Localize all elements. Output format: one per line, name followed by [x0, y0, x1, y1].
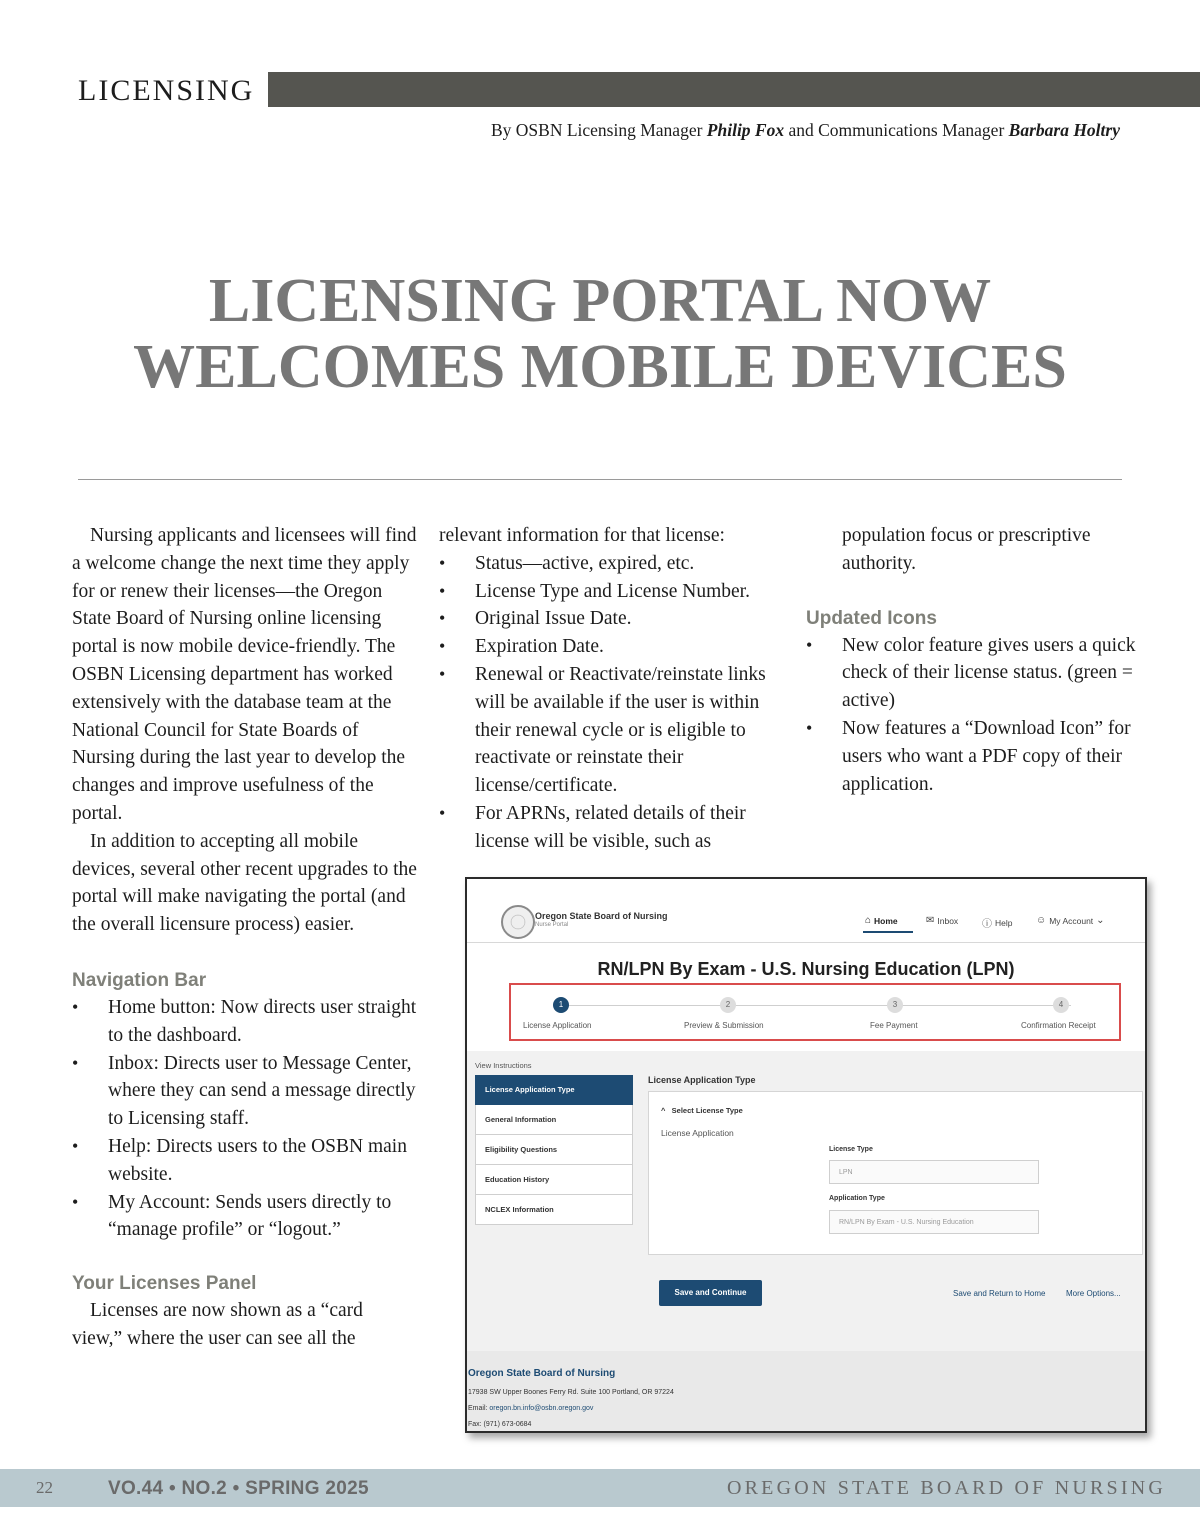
panel-title: License Application Type — [648, 1075, 756, 1085]
nav-inbox[interactable]: ✉ Inbox — [926, 915, 959, 926]
column-3-continued: population focus or prescriptive authority. — [842, 525, 1091, 574]
stepper-line — [561, 1005, 1071, 1006]
portal-footer — [467, 1351, 1145, 1433]
author-1: Philip Fox — [706, 120, 785, 140]
save-and-return-link[interactable]: Save and Return to Home — [953, 1289, 1046, 1298]
step-2-label: Preview & Submission — [684, 1021, 764, 1030]
osbn-seal-icon — [501, 905, 535, 939]
sidebar-item-education-history[interactable]: Education History — [475, 1165, 633, 1195]
step-4-label: Confirmation Receipt — [1021, 1021, 1096, 1030]
portal-header — [467, 879, 1145, 943]
license-type-field[interactable]: LPN — [829, 1160, 1039, 1184]
footer-org-name: Oregon State Board of Nursing — [468, 1368, 616, 1379]
more-options-link[interactable]: More Options... — [1066, 1289, 1121, 1298]
license-application-label: License Application — [661, 1128, 734, 1138]
section-label: LICENSING — [78, 74, 255, 107]
column-2 — [439, 522, 784, 856]
list-item: • Expiration Date. — [439, 633, 784, 661]
sidebar-item-nclex-information[interactable]: NCLEX Information — [475, 1195, 633, 1225]
byline-mid: and Communications Manager — [784, 120, 1009, 140]
application-title: RN/LPN By Exam - U.S. Nursing Education (LPN) — [597, 959, 1015, 979]
license-type-panel — [648, 1091, 1143, 1255]
headline-line-2: WELCOMES MOBILE DEVICES — [133, 333, 1067, 401]
license-info-list — [439, 550, 784, 856]
help-icon: ⓘ — [982, 919, 992, 930]
inbox-icon: ✉ — [926, 915, 935, 926]
portal-org-name: Oregon State Board of Nursing — [535, 911, 668, 921]
form-sidebar — [475, 1075, 633, 1225]
updated-icons-heading: Updated Icons — [806, 607, 937, 629]
list-item: • Home button: Now directs user straight to the dashboard. — [72, 994, 417, 1050]
paragraph-3: Licenses are now shown as a “card view,” where the user can see all the — [72, 1300, 363, 1349]
progress-stepper — [509, 983, 1121, 1041]
list-item: • My Account: Sends users directly to “manage profile” or “logout.” — [72, 1189, 417, 1245]
list-item: • Status—active, expired, etc. — [439, 550, 784, 578]
chevron-up-icon: ^ — [661, 1106, 666, 1115]
license-type-label: License Type — [829, 1146, 873, 1153]
list-item: • License Type and License Number. — [439, 578, 784, 606]
issue-info: VO.44 • NO.2 • SPRING 2025 — [108, 1478, 369, 1499]
email-link[interactable]: oregon.bn.info@osbn.oregon.gov — [489, 1405, 594, 1412]
list-item: • Inbox: Directs user to Message Center, where they can send a message directly to Licensing staff. — [72, 1050, 417, 1133]
step-2: 2 — [720, 997, 736, 1013]
author-2: Barbara Holtry — [1008, 120, 1120, 140]
nav-bar-list — [72, 994, 417, 1244]
byline — [491, 120, 1120, 141]
nav-my-account[interactable]: ☺ My Account ⌄ — [1036, 915, 1105, 926]
nav-active-indicator — [863, 931, 913, 933]
list-item: • Original Issue Date. — [439, 605, 784, 633]
step-3: 3 — [887, 997, 903, 1013]
column-3 — [806, 522, 1136, 798]
list-item: • Help: Directs users to the OSBN main website. — [72, 1133, 417, 1189]
portal-org-subtitle: Nurse Portal — [535, 922, 569, 928]
list-item: • New color feature gives users a quick check of their license status. (green = active) — [806, 632, 1136, 715]
step-1: 1 — [553, 997, 569, 1013]
updated-icons-list — [806, 632, 1136, 799]
paragraph-1: Nursing applicants and licensees will find a welcome change the next time they apply for or renew their licenses—the Oregon State Board of Nursing online licensing portal is now mobile device-friendly. The OSBN Licensing department has worked extensively with the database team at the National Council for State Boards of Nursing during the last year to develop the changes and improve usefulness of the portal. — [72, 525, 417, 824]
sidebar-item-license-application-type[interactable]: License Application Type — [475, 1075, 633, 1105]
licenses-panel-heading: Your Licenses Panel — [72, 1273, 257, 1295]
application-type-field[interactable]: RN/LPN By Exam - U.S. Nursing Education — [829, 1210, 1039, 1234]
list-item: • Now features a “Download Icon” for users who want a PDF copy of their application. — [806, 715, 1136, 798]
save-and-continue-button[interactable]: Save and Continue — [659, 1280, 762, 1306]
footer-email: Email: oregon.bn.info@osbn.oregon.gov — [468, 1405, 594, 1412]
nav-help[interactable]: ⓘ Help — [982, 915, 1012, 930]
list-item: • For APRNs, related details of their license will be visible, such as — [439, 800, 784, 856]
portal-screenshot — [465, 877, 1147, 1433]
view-instructions-link[interactable]: View Instructions — [475, 1061, 532, 1070]
sidebar-item-eligibility-questions[interactable]: Eligibility Questions — [475, 1135, 633, 1165]
select-license-type-toggle[interactable]: ^ Select License Type — [661, 1106, 743, 1115]
headline — [0, 268, 1200, 400]
column-1 — [72, 522, 417, 1353]
account-icon: ☺ — [1036, 915, 1047, 926]
step-1-label: License Application — [523, 1021, 592, 1030]
application-type-label: Application Type — [829, 1195, 885, 1202]
footer-address: 17938 SW Upper Boones Ferry Rd. Suite 100 Portland, OR 97224 — [468, 1389, 674, 1396]
home-icon: ⌂ — [865, 915, 872, 926]
byline-prefix: By OSBN Licensing Manager — [490, 120, 707, 140]
step-4: 4 — [1053, 997, 1069, 1013]
publication-name: OREGON STATE BOARD OF NURSING — [726, 1477, 1166, 1499]
column-2-intro: relevant information for that license: — [439, 525, 725, 546]
chevron-down-icon: ⌄ — [1096, 915, 1105, 926]
step-3-label: Fee Payment — [870, 1021, 918, 1030]
divider — [78, 479, 1122, 480]
footer-fax: Fax: (971) 673-0684 — [468, 1421, 532, 1428]
headline-line-1: LICENSING PORTAL NOW — [208, 267, 992, 335]
page-number: 22 — [36, 1478, 53, 1497]
sidebar-item-general-information[interactable]: General Information — [475, 1105, 633, 1135]
nav-bar-heading: Navigation Bar — [72, 969, 207, 991]
list-item: • Renewal or Reactivate/reinstate links will be available if the user is within their renewal cycle or is eligible to reactivate or reinstate their license/certificate. — [439, 661, 784, 800]
portal-body — [467, 1051, 1145, 1351]
nav-home[interactable]: ⌂ Home — [865, 915, 898, 926]
section-bar — [268, 72, 1200, 107]
paragraph-2: In addition to accepting all mobile devices, several other recent upgrades to the portal will make navigating the portal (and the overall licensure process) easier. — [72, 830, 417, 936]
